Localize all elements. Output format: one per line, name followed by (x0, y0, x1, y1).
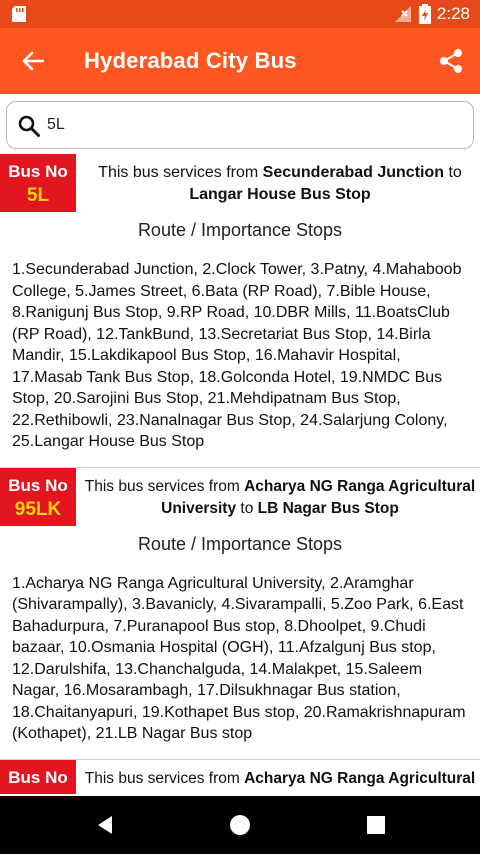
route-description (80, 154, 480, 206)
desc-prefix: This bus services from (98, 164, 263, 181)
bus-list[interactable] (0, 154, 480, 794)
bus-number: 95LK (14, 498, 62, 520)
bus-card[interactable] (0, 760, 480, 790)
route-heading: Route / Importance Stops (137, 220, 343, 240)
status-time: 2:28 (436, 4, 470, 23)
route-heading: Route / Importance Stops (137, 533, 343, 554)
desc-prefix: This bus services from (84, 477, 245, 495)
route-to: Langar House Bus Stop (189, 186, 371, 203)
bus-number-badge (0, 468, 76, 526)
app-title: Hyderabad City Bus (84, 48, 297, 73)
battery-charging-icon (419, 4, 431, 24)
bus-number-badge (0, 154, 76, 212)
search-icon (17, 114, 41, 138)
search-input[interactable] (47, 111, 457, 139)
bus-number: 5L (26, 185, 50, 206)
desc-mid: to (236, 499, 258, 517)
bus-card[interactable] (0, 154, 480, 468)
route-from: Acharya NG Ranga Agricultural University (161, 477, 476, 517)
badge-label: Bus No (8, 475, 68, 495)
bus-number-badge (0, 760, 76, 795)
route-description (80, 760, 480, 790)
route-from: Acharya NG Ranga Agricultural (244, 769, 476, 787)
status-bar (0, 0, 480, 28)
badge-label: Bus No (8, 162, 68, 181)
navigation-bar (0, 796, 480, 854)
back-button[interactable] (18, 46, 48, 76)
desc-prefix: This bus services from (84, 769, 245, 787)
app-bar (0, 28, 480, 94)
route-from: Secunderabad Junction (262, 164, 445, 181)
arrow-left-icon (22, 51, 44, 71)
stops-list: 1.Secunderabad Junction, 2.Clock Tower, 3.Patny, 4.Mahaboob College, 5.James Street, 6.Bata (RP Road), 7.Bible House, 8.Ranigunj Bus Stop, 9.RP Road, 10.DBR Mills, 11.BoatsClub (RP Road), 12.TankBund, 13.Secretariat Bus Stop, 14.Birla Mandir, 15.Lakdikapool Bus Stop, 16.Mahavir Hospital, 17.Masab Tank Bus Stop, 18.Golconda Hotel, 19.NMDC Bus Stop, 20.Sarojini Bus Stop, 21.Mehdipatnam Bus Stop, 22.Rethibowli, 23.Nanalnagar Bus Stop, 24.Salarjung Colony, 25.Langar House Bus Stop (12, 261, 462, 450)
signal-off-icon (393, 5, 413, 23)
desc-mid: to (444, 164, 462, 181)
nav-back-icon[interactable] (94, 814, 116, 836)
stops-list: 1.Acharya NG Ranga Agricultural University, 2.Aramghar (Shivarampally), 3.Bavanicly, 4.Sivarampalli, 5.Zoo Park, 6.East Bahadurpura, 7.Puranapool Bus stop, 8.Dhoolpet, 9.Chudi bazaar, 10.Osmania Hospital (OGH), 11.Afzalgunj Bus stop, 12.Darulshifa, 13.Chanchalguda, 14.Malakpet, 15.Saleem Nagar, 16.Mosarambagh, 17.Dilsukhnagar Bus station, 18.Chaitanyapuri, 19.Kothapet Bus stop, 20.Ramakrishnapuram (Kothapet), 21.LB Nagar Bus stop (12, 574, 466, 742)
share-button[interactable] (436, 44, 466, 78)
sd-card-icon (12, 6, 26, 22)
route-to: LB Nagar Bus Stop (257, 499, 399, 517)
nav-home-icon[interactable] (229, 814, 251, 836)
nav-recents-icon[interactable] (365, 814, 387, 836)
badge-label: Bus No (8, 767, 68, 787)
share-icon (439, 48, 463, 74)
search-box[interactable] (6, 101, 474, 149)
route-description (80, 468, 480, 520)
bus-card[interactable] (0, 468, 480, 760)
